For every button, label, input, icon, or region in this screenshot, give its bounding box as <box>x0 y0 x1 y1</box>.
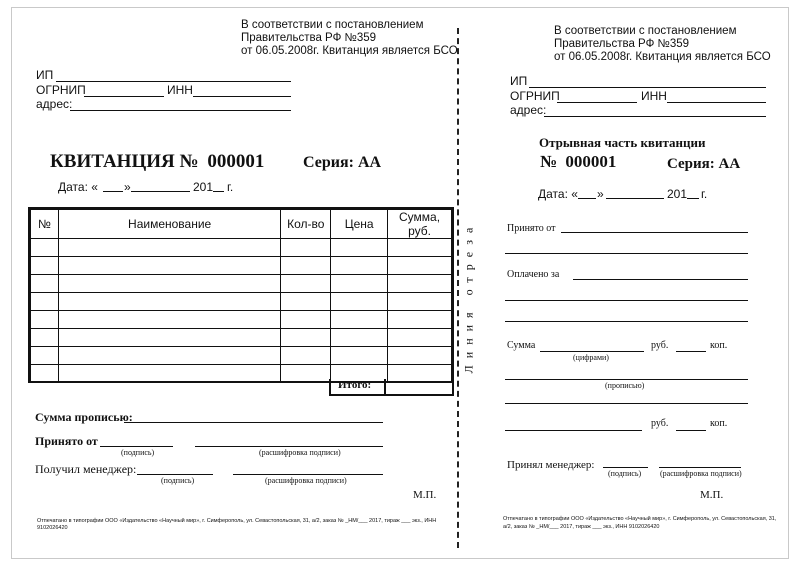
legal-header-right <box>554 25 771 64</box>
sum-digits-line[interactable] <box>540 351 644 352</box>
table-cell[interactable] <box>58 365 280 383</box>
rub-label: руб. <box>651 340 669 351</box>
col-header-sum: Сумма, руб. <box>388 210 452 239</box>
address-line[interactable] <box>70 110 291 111</box>
accepted-from-label: Принято от <box>35 434 98 448</box>
table-cell[interactable] <box>331 347 388 365</box>
print-footer: Отпечатано в типографии ООО «Издательство «Научный мир», г. Симферополь, ул. Севастопольская, 31, а/2, заказ № _НМ/___ 2017, тираж ___ экз., ИНН 9102026420 <box>503 516 777 530</box>
table-cell[interactable] <box>58 257 280 275</box>
legal-header-line: В соответствии с постановлением <box>554 25 737 37</box>
receipt-title-label: КВИТАНЦИЯ № <box>50 151 199 172</box>
table-cell[interactable] <box>281 329 331 347</box>
inn-label: ИНН <box>641 89 667 103</box>
cut-line-label: Линия отреза <box>461 220 476 374</box>
table-cell[interactable] <box>331 311 388 329</box>
col-header-price: Цена <box>331 210 388 239</box>
accepted-from-decode-line[interactable] <box>195 446 383 447</box>
table-cell[interactable] <box>58 347 280 365</box>
table-cell[interactable] <box>31 347 59 365</box>
kop-line[interactable] <box>676 351 706 352</box>
paid-for-label: Оплачено за <box>507 269 560 280</box>
table-cell[interactable] <box>281 365 331 383</box>
table-cell[interactable] <box>331 293 388 311</box>
words-caption: (прописью) <box>605 381 645 390</box>
table-cell[interactable] <box>388 257 452 275</box>
receipt-number: 000001 <box>207 151 265 172</box>
table-cell[interactable] <box>58 239 280 257</box>
kop-label: коп. <box>710 418 728 429</box>
table-cell[interactable] <box>281 257 331 275</box>
table-row <box>31 311 452 329</box>
table-cell[interactable] <box>31 311 59 329</box>
table-row <box>31 257 452 275</box>
total-value-box[interactable] <box>385 379 454 396</box>
ip-line[interactable] <box>529 87 766 88</box>
date-month-line[interactable] <box>131 191 190 192</box>
cut-line[interactable] <box>457 28 459 548</box>
col-header-number: № <box>31 210 59 239</box>
ip-label: ИП <box>510 74 528 88</box>
manager-signature-line[interactable] <box>137 474 213 475</box>
number-sign: № <box>540 152 558 171</box>
date-year-line[interactable] <box>213 191 224 192</box>
accepted-from-line[interactable] <box>561 232 748 233</box>
table-cell[interactable] <box>388 329 452 347</box>
manager-received-label: Получил менеджер: <box>35 462 137 476</box>
table-row <box>31 293 452 311</box>
table-header-row <box>31 210 452 239</box>
date-year: 201 <box>193 180 214 194</box>
table-cell[interactable] <box>31 365 59 383</box>
date-suffix: г. <box>227 180 234 194</box>
table-cell[interactable] <box>331 257 388 275</box>
table-row <box>31 347 452 365</box>
manager-decode-line[interactable] <box>659 467 741 468</box>
tear-off-title: Отрывная часть квитанции <box>539 135 706 150</box>
table-cell[interactable] <box>388 275 452 293</box>
manager-accepted-label: Принял менеджер: <box>507 459 595 471</box>
table-cell[interactable] <box>281 347 331 365</box>
table-cell[interactable] <box>281 311 331 329</box>
table-cell[interactable] <box>31 257 59 275</box>
tear-off-series: Серия: АА <box>667 156 741 172</box>
ip-line[interactable] <box>56 81 291 82</box>
total-label: Итого: <box>338 379 372 391</box>
digits-caption: (цифрами) <box>573 353 609 362</box>
col-header-name: Наименование <box>58 210 280 239</box>
accepted-from-line-2[interactable] <box>505 253 748 254</box>
table-cell[interactable] <box>388 347 452 365</box>
paid-for-line[interactable] <box>573 279 748 280</box>
date-suffix: г. <box>701 187 708 201</box>
col-header-qty: Кол-во <box>281 210 331 239</box>
table-cell[interactable] <box>58 293 280 311</box>
legal-header-line: от 06.05.2008г. Квитанция является БСО <box>554 51 771 63</box>
accepted-from-signature-line[interactable] <box>100 446 173 447</box>
receipt-title <box>50 151 264 173</box>
ogrnip-line[interactable] <box>557 102 637 103</box>
amount-words-label: Сумма прописью: <box>35 410 133 424</box>
signature-caption: (подпись) <box>161 476 195 485</box>
kop-label: коп. <box>710 340 728 351</box>
legal-header-line: В соответствии с постановлением <box>241 19 424 31</box>
sum-label: Сумма <box>507 340 536 351</box>
ogrnip-label: ОГРНИП <box>36 83 86 97</box>
table-cell[interactable] <box>388 293 452 311</box>
date-prefix: Дата: « <box>538 187 578 201</box>
ip-label: ИП <box>36 68 54 82</box>
items-table <box>30 209 452 383</box>
receipt-date <box>58 180 98 194</box>
manager-signature-line[interactable] <box>603 467 648 468</box>
receipt-series: Серия: АА <box>303 154 382 171</box>
table-cell[interactable] <box>331 275 388 293</box>
stamp-placeholder: М.П. <box>413 489 437 501</box>
ogrnip-label: ОГРНИП <box>510 89 560 103</box>
inn-line[interactable] <box>667 102 766 103</box>
paid-for-line-2[interactable] <box>505 300 748 301</box>
table-cell[interactable] <box>58 329 280 347</box>
inn-label: ИНН <box>167 83 193 97</box>
legal-header-left <box>241 19 458 58</box>
date-prefix: Дата: « <box>58 180 98 194</box>
table-cell[interactable] <box>281 239 331 257</box>
signature-decode-caption: (расшифровка подписи) <box>265 476 347 485</box>
address-label: адрес: <box>510 103 547 117</box>
rub-label: руб. <box>651 418 669 429</box>
table-cell[interactable] <box>388 239 452 257</box>
table-cell[interactable] <box>31 329 59 347</box>
date-mid: » <box>597 187 604 201</box>
table-cell[interactable] <box>331 329 388 347</box>
date-year: 201 <box>667 187 688 201</box>
legal-header-line: Правительства РФ №359 <box>554 38 690 50</box>
legal-header-line: Правительства РФ №359 <box>241 32 377 44</box>
manager-decode-line[interactable] <box>233 474 383 475</box>
signature-decode-caption: (расшифровка подписи) <box>259 448 341 457</box>
amount-words-line[interactable] <box>124 422 383 423</box>
table-cell[interactable] <box>31 239 59 257</box>
date-day-line[interactable] <box>103 191 123 192</box>
table-row <box>31 275 452 293</box>
print-footer: Отпечатано в типографии ООО «Издательство «Научный мир», г. Симферополь, ул. Севастопольская, 31, а/2, заказ № _НМ/___ 2017, тираж ___ экз., ИНН 9102026420 <box>37 518 437 531</box>
address-line[interactable] <box>544 116 766 117</box>
signature-caption: (подпись) <box>608 469 642 478</box>
inn-line[interactable] <box>193 96 291 97</box>
table-cell[interactable] <box>31 293 59 311</box>
table-cell[interactable] <box>388 311 452 329</box>
date-mid: » <box>124 180 131 194</box>
table-cell[interactable] <box>331 239 388 257</box>
table-cell[interactable] <box>31 275 59 293</box>
tear-off-number <box>540 152 616 172</box>
signature-caption: (подпись) <box>121 448 155 457</box>
table-cell[interactable] <box>58 275 280 293</box>
date-day-line[interactable] <box>578 198 596 199</box>
sum-words-line-3[interactable] <box>505 430 642 431</box>
table-row <box>31 329 452 347</box>
legal-header-line: от 06.05.2008г. Квитанция является БСО <box>241 45 458 57</box>
ogrnip-line[interactable] <box>84 96 164 97</box>
receipt-number: 000001 <box>565 152 617 171</box>
paid-for-line-3[interactable] <box>505 321 748 322</box>
accepted-from-label: Принято от <box>507 223 556 234</box>
date-month-line[interactable] <box>606 198 664 199</box>
table-cell[interactable] <box>281 293 331 311</box>
table-cell[interactable] <box>58 311 280 329</box>
address-label: адрес: <box>36 97 73 111</box>
stamp-placeholder: М.П. <box>700 489 724 501</box>
signature-decode-caption: (расшифровка подписи) <box>660 469 742 478</box>
sum-words-line[interactable] <box>505 379 748 380</box>
table-row <box>31 239 452 257</box>
table-cell[interactable] <box>281 275 331 293</box>
sum-words-line-2[interactable] <box>505 403 748 404</box>
date-year-line[interactable] <box>687 198 699 199</box>
kop-line[interactable] <box>676 430 706 431</box>
